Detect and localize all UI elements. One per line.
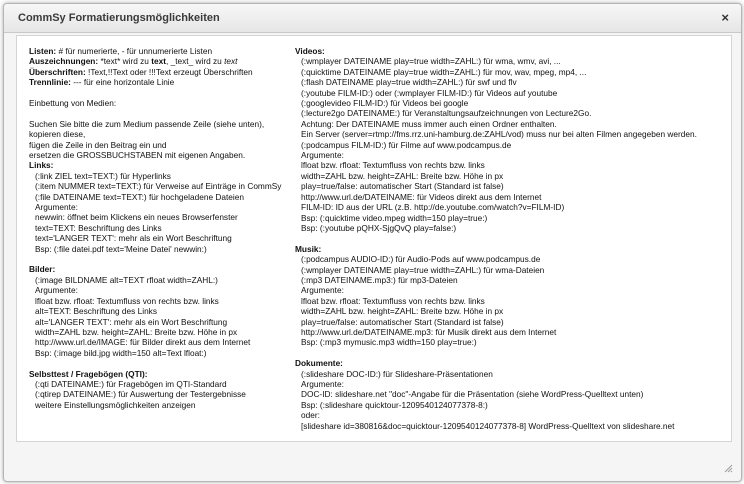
music-line: (:podcampus AUDIO-ID:) für Audio-Pods auf www.podcampus.de: [301, 254, 541, 265]
images-line: lfloat bzw. rfloat: Textumfluss von rechts bzw. links: [35, 295, 219, 306]
links-line: (:item NUMMER text=TEXT:) für Verweise auf Einträge in CommSy: [35, 181, 282, 192]
documents-line: Argumente:: [301, 378, 344, 389]
headings-line: [29, 67, 301, 77]
embed-line: kopieren diese,: [29, 129, 86, 140]
links-line: newwin: öffnet beim Klickens ein neues Browserfenster: [35, 212, 238, 223]
embed-line: ersetzen die GROSSBUCHSTABEN mit eigenen Angaben.: [29, 150, 246, 161]
emphasis-line: [29, 56, 301, 66]
images-line: (:image BILDNAME alt=TEXT rfloat width=ZAHL:): [35, 274, 218, 285]
rule-line: [29, 77, 301, 87]
videos-line: (:lecture2go DATEINAME:) für Veranstaltungsaufzeichnungen von Lecture2Go.: [301, 108, 592, 119]
documents-line: oder:: [301, 410, 320, 421]
links-line: text=TEXT: Beschriftung des Links: [35, 222, 162, 233]
dialog-title: CommSy Formatierungsmöglichkeiten: [18, 12, 220, 24]
videos-line: (:podcampus FILM-ID:) für Filme auf www.podcampus.de: [301, 139, 512, 150]
music-line: http://www.url.de/DATEINAME.mp3: für Musik direkt aus dem Internet: [301, 326, 557, 337]
videos-line: Achtung: Der DATEINAME muss immer auch einen Ordner enthalten.: [301, 118, 557, 129]
videos-line: http://www.url.de/DATEINAME: für Videos direkt aus dem Internet: [301, 191, 542, 202]
rule-text: --- für eine horizontale Linie: [73, 77, 175, 88]
videos-title: Videos:: [295, 46, 325, 56]
images-line: alt=TEXT: Beschriftung des Links: [35, 306, 157, 317]
music-line: (:mp3 DATEINAME.mp3:) für mp3-Dateien: [301, 274, 458, 285]
emphasis-text: , _text_ wird zu: [165, 56, 225, 67]
videos-line: Bsp: (:quicktime video.mpeg width=150 play=true:): [301, 212, 488, 223]
left-column: [29, 36, 301, 410]
images-title: Bilder:: [29, 264, 56, 275]
qti-more-link[interactable]: weitere Einstellungsmöglichkeiten anzeigen: [35, 399, 196, 410]
images-line: http://www.url.de/IMAGE: für Bilder direkt aus dem Internet: [35, 337, 251, 348]
music-line: Bsp: (:mp3 mymusic.mp3 width=150 play=true:): [301, 337, 477, 348]
videos-line: (:flash DATEINAME play=true width=ZAHL:) für swf und flv: [301, 77, 517, 88]
rule-title: Trennlinie:: [29, 77, 71, 88]
lists-title: Listen:: [29, 46, 57, 56]
videos-line: width=ZAHL bzw. height=ZAHL: Breite bzw. Höhe in px: [301, 170, 504, 181]
format-help-dialog: [3, 3, 742, 482]
documents-line: DOC-ID: slideshare.net "doc"-Angabe für die Präsentation (siehe WordPress-Quelltext unten): [301, 389, 644, 400]
qti-line: (:qti DATEINAME:) für Fragebögen im QTI-Standard: [35, 378, 227, 389]
videos-line: Argumente:: [301, 150, 344, 161]
links-line: text='LANGER TEXT': mehr als ein Wort Beschriftung: [35, 233, 232, 244]
lists-text: # für numerierte, - für unnumerierte Listen: [58, 46, 213, 56]
music-title: Musik:: [295, 243, 322, 254]
videos-line: (:googlevideo FILM-ID:) für Videos bei google: [301, 98, 469, 109]
embed-line: Suchen Sie bitte die zum Medium passende Zeile (siehe unten),: [29, 118, 265, 129]
music-line: play=true/false: automatischer Start (Standard ist false): [301, 316, 504, 327]
resize-grip-icon[interactable]: [723, 463, 733, 473]
videos-line: FILM-ID: ID aus der URL (z.B. http://de.youtube.com/watch?v=FILM-ID): [301, 202, 565, 213]
close-icon[interactable]: ×: [721, 10, 729, 25]
emphasis-bold-sample: text: [151, 56, 166, 67]
documents-line: Bsp: (:slideshare quicktour-1209540124077378-8:): [301, 399, 488, 410]
videos-line: lfloat bzw. rfloat: Textumfluss von rechts bzw. links: [301, 160, 485, 171]
emphasis-italic-sample: text: [224, 56, 238, 67]
dialog-titlebar[interactable]: [4, 4, 741, 33]
embed-line: fügen die Zeile in den Beitrag ein und: [29, 139, 167, 150]
documents-title: Dokumente:: [295, 358, 343, 369]
music-line: width=ZAHL bzw. height=ZAHL: Breite bzw. Höhe in px: [301, 306, 504, 317]
links-line: (:file DATEINAME text=TEXT:) für hochgeladene Dateien: [35, 191, 244, 202]
emphasis-text: *text* wird zu: [100, 56, 152, 67]
videos-line: (:quicktime DATEINAME play=true width=ZAHL:) für mov, wav, mpeg, mp4, ...: [301, 66, 587, 77]
videos-line: (:wmplayer DATEINAME play=true width=ZAHL:) für wma, wmv, avi, ...: [301, 56, 561, 67]
right-column: [295, 36, 727, 431]
videos-line: (:youtube FILM-ID:) oder (:wmplayer FILM-ID:) für Videos auf youtube: [301, 87, 558, 98]
headings-title: Überschriften:: [29, 66, 86, 77]
links-line: Argumente:: [35, 202, 78, 213]
dialog-content: [16, 35, 732, 442]
music-line: Argumente:: [301, 285, 344, 296]
embed-title: Einbettung von Medien:: [29, 98, 117, 109]
headings-text: !Text,!!Text oder !!!Text erzeugt Überschriften: [88, 66, 253, 77]
links-line: Bsp: (:file datei.pdf text='Meine Datei' newwin:): [35, 243, 207, 254]
lists-line: [29, 46, 301, 56]
emphasis-title: Auszeichnungen:: [29, 56, 99, 67]
qti-line: (:qtirep DATEINAME:) für Auswertung der Testergebnisse: [35, 389, 246, 400]
videos-line: Bsp: (:youtube pQHX-SjgQvQ play=false:): [301, 222, 457, 233]
links-title: Links:: [29, 160, 54, 171]
videos-line: Ein Server (server=rtmp://fms.rrz.uni-hamburg.de:ZAHL/vod) muss nur bei alten Filmen angegeben werden.: [301, 129, 697, 140]
images-line: Bsp: (:image bild.jpg width=150 alt=Text lfloat:): [35, 347, 207, 358]
music-line: (:wmplayer DATEINAME play=true width=ZAHL:) für wma-Dateien: [301, 264, 545, 275]
documents-line: (:slideshare DOC-ID:) für Slideshare-Präsentationen: [301, 368, 493, 379]
videos-line: play=true/false: automatischer Start (Standard ist false): [301, 181, 504, 192]
images-line: Argumente:: [35, 285, 78, 296]
music-line: lfloat bzw. rfloat: Textumfluss von rechts bzw. links: [301, 295, 485, 306]
images-line: alt='LANGER TEXT': mehr als ein Wort Beschriftung: [35, 316, 228, 327]
qti-title: Selbsttest / Fragebögen (QTI):: [29, 368, 148, 379]
links-line: (:link ZIEL text=TEXT:) für Hyperlinks: [35, 170, 171, 181]
images-line: width=ZAHL bzw. height=ZAHL: Breite bzw. Höhe in px: [35, 326, 238, 337]
documents-line: [slideshare id=380816&doc=quicktour-1209540124077378-8] WordPress-Quelltext von slideshare.net: [301, 420, 675, 431]
